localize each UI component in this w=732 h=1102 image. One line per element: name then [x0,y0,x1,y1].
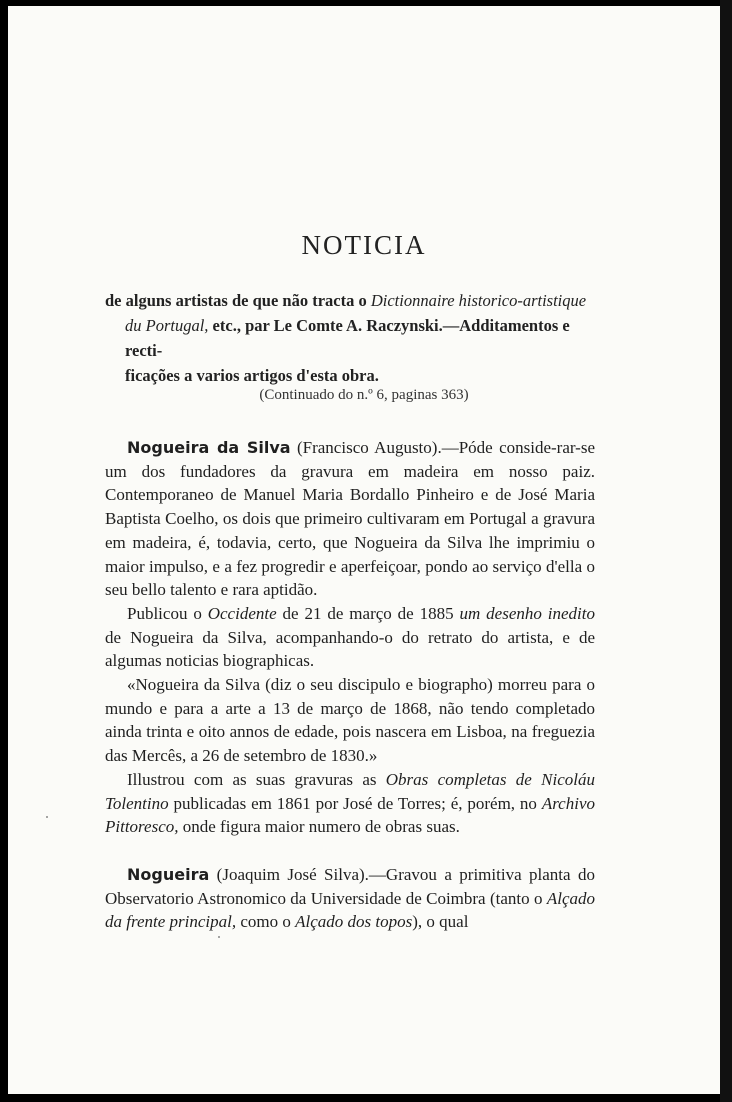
subtitle [105,288,605,388]
entry-1-text: (Francisco Augusto).—Póde conside-rar-se um dos fundadores da gravura em madeira em nosso paiz. Contemporaneo de Manuel Maria Bordallo Pinheiro e de José Maria Baptista Coelho, os dois que primeiro cultivaram em Portugal a gravura em madeira, é, todavia, certo, que Nogueira da Silva lhe imprimiu o maior impulso, e a fez progredir e aperfeiçoar, pondo ao serviço d'ella o seu bello talento e rara aptidão. [105,438,596,600]
subtitle-work-title-cont: du Portugal, [125,316,209,335]
entry-2-paragraph-1 [105,863,595,934]
work-title: Alçado dos topos [295,912,413,932]
entry-1-paragraph-1 [105,436,595,602]
subtitle-text: de alguns artistas de que não tracta o [105,291,371,310]
text: como o [236,912,296,932]
entry-2-name: Nogueira [127,864,210,884]
continuation-note: (Continuado do n.º 6, paginas 363) [259,387,469,403]
speck [46,816,48,818]
entry-1-paragraph-4 [105,768,595,839]
page [8,6,720,1094]
subtitle-line-3: ficações a varios artigos d'esta obra. [125,366,379,385]
subtitle-work-title: Dictionnaire historico-artistique [370,291,587,310]
work-title: um desenho inedito [459,603,595,623]
subtitle-text: etc., par Le Comte A. Raczynski.—Additamentos e recti- [125,316,570,360]
page-title: NOTICIA [301,230,427,260]
text: de Nogueira da Silva, acompanhando-o do retrato do artista, e de algumas noticias biographicas. [105,627,595,671]
publication-title: Occidente [207,603,277,623]
entry-1-paragraph-3: «Nogueira da Silva (diz o seu discipulo e biographo) morreu para o mundo e para a arte a 13 de março de 1868, não tendo completado ainda trinta e oito annos de edade, pois nascera em Lisboa, na freguezia das Mercês, a 26 de setembro de 1830.» [105,675,595,766]
publication-title: Archivo Pittoresco, [105,793,595,837]
entry-1-name: Nogueira da Silva [127,438,291,457]
text: onde figura maior numero de obras suas. [178,817,460,837]
work-title: Obras completas de Nicoláu Tolentino [105,769,595,813]
speck [218,936,220,938]
work-title: Alçado da frente principal, [105,888,595,932]
entry-1-paragraph-2 [105,602,595,673]
text: Illustrou com as suas gravuras as [127,769,386,789]
text: Publicou o [127,603,208,623]
article-body [105,436,595,934]
text: (Joaquim José Silva).—Gravou a primitiva planta do Observatorio Astronomico da Universidade de Coimbra (tanto o [105,864,595,908]
text: de 21 de março de 1885 [276,603,460,623]
text: publicadas em 1861 por José de Torres; é, porém, no [168,793,542,813]
text: ), o qual [412,912,469,932]
subtitle-line-2 [105,313,605,363]
subtitle-line-1 [105,288,605,313]
scan-edge [720,0,732,1102]
